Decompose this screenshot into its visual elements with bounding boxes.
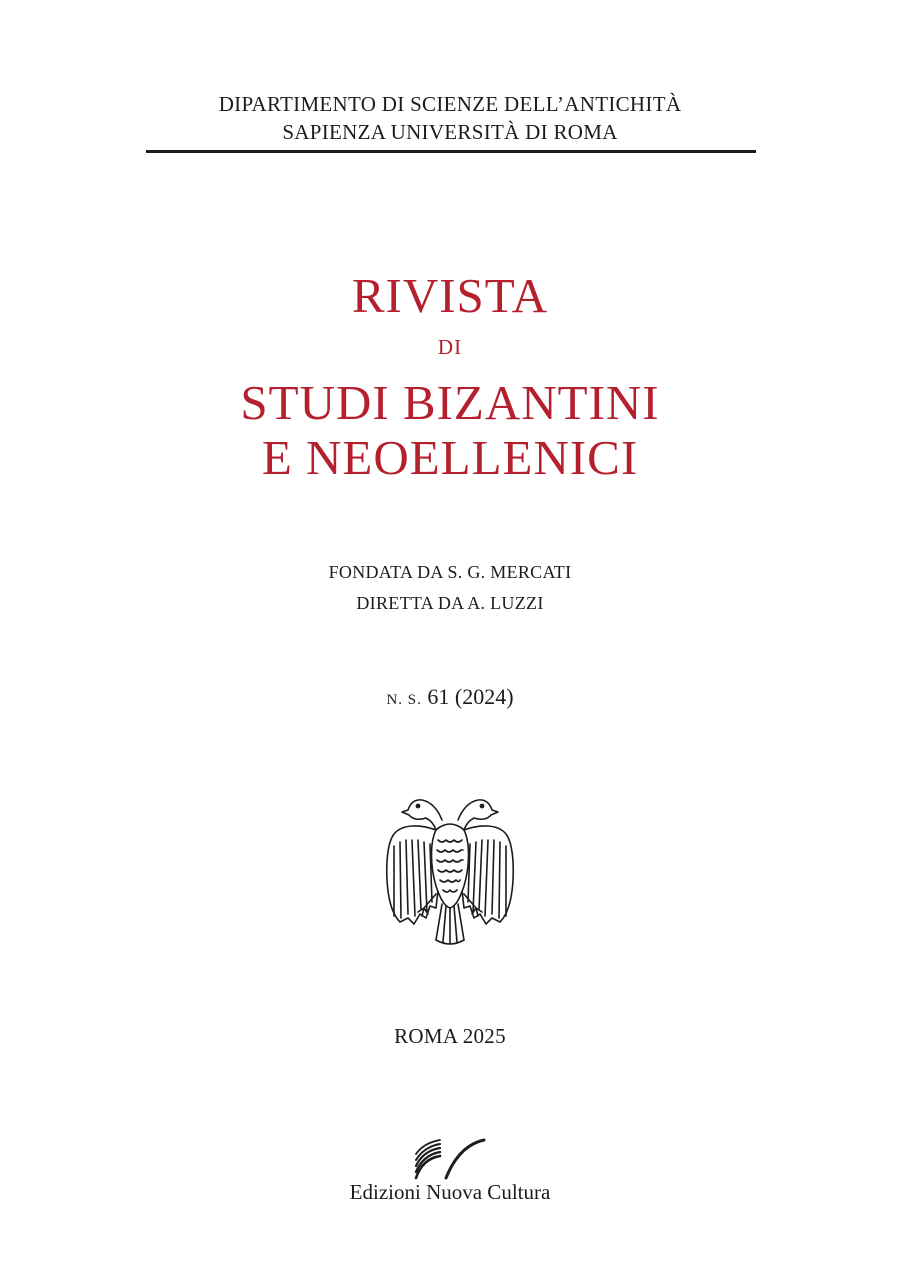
journal-title-line-3: STUDI BIZANTINI xyxy=(240,375,660,430)
journal-title-line-4: E NEOELLENICI xyxy=(261,430,639,485)
university-name: SAPIENZA UNIVERSITÀ DI ROMA xyxy=(282,120,618,144)
publisher-name: Edizioni Nuova Cultura xyxy=(349,1180,551,1204)
founded-by: FONDATA DA S. G. MERCATI xyxy=(328,562,572,582)
journal-title-line-2: DI xyxy=(437,335,463,359)
place-and-year: ROMA 2025 xyxy=(394,1024,506,1048)
journal-title-line-1: RIVISTA xyxy=(351,268,549,323)
double-headed-eagle-icon xyxy=(380,790,520,948)
directed-by: DIRETTA DA A. LUZZI xyxy=(356,593,544,613)
issue-series: N. S. xyxy=(386,692,422,708)
issue-number xyxy=(0,684,900,710)
department-name: DIPARTIMENTO DI SCIENZE DELL’ANTICHITÀ xyxy=(218,92,682,116)
issue-volume: 61 (2024) xyxy=(427,684,514,709)
publisher-logo-icon xyxy=(412,1138,488,1180)
header-rule xyxy=(146,150,756,153)
department-header xyxy=(0,90,900,146)
